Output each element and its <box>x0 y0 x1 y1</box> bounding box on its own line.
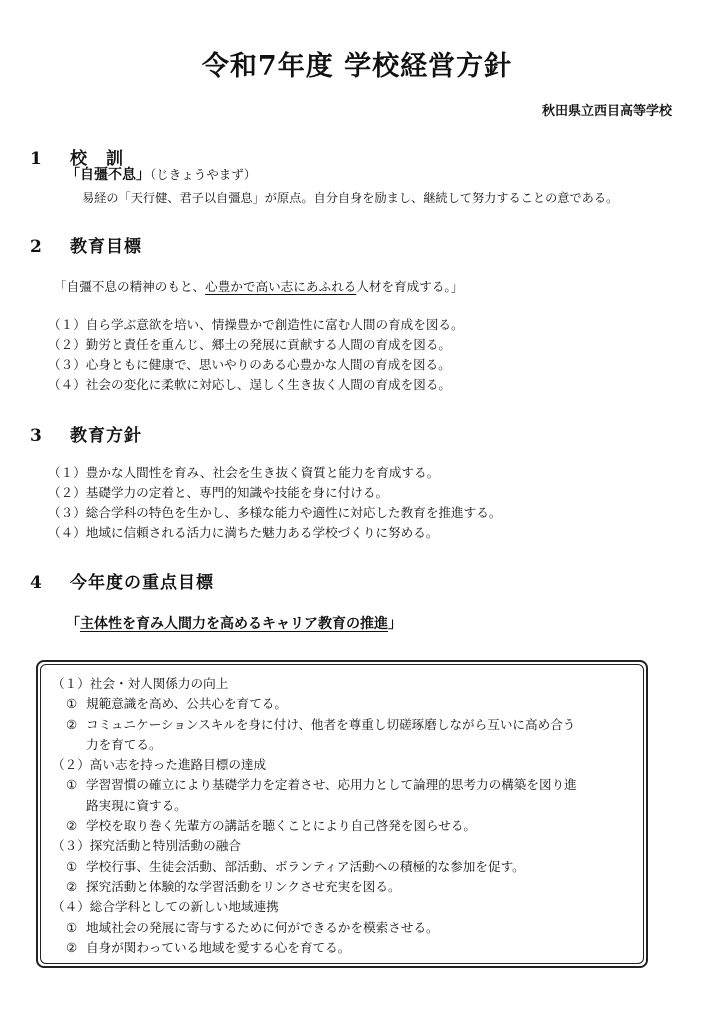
school-name: 秋田県立西目高等学校 <box>541 104 672 119</box>
item-text: 自身が関わっている地域を愛する心を育てる。 <box>86 939 351 955</box>
section-3-heading <box>30 421 142 446</box>
education-goal-quote <box>54 276 463 295</box>
group-label: （４）総合学科としての新しい地域連携 <box>52 899 279 915</box>
circled-number: ① <box>66 777 78 793</box>
circled-number: ② <box>66 716 78 732</box>
list-item <box>52 877 642 897</box>
section-1-title: 校 訓 <box>70 149 124 169</box>
group-label: （２）高い志を持った進路目標の達成 <box>52 757 267 773</box>
circled-number: ② <box>66 939 78 955</box>
motto-reading: （じきょうやまず） <box>150 167 257 182</box>
goal-quote-underlined: 心豊かで高い志にあふれる <box>205 279 357 294</box>
list-item <box>52 857 642 877</box>
goal-quote-before: 「自彊不息の精神のもと、 <box>54 279 206 294</box>
list-item <box>52 816 642 836</box>
circled-number: ① <box>66 919 78 935</box>
item-text: 学校行事、生徒会活動、部活動、ボランティア活動への積極的な参加を促す。 <box>86 858 525 874</box>
priority-goal-title <box>66 613 402 633</box>
education-goal-list <box>48 315 464 395</box>
item-text: 規範意識を高め、公共心を育てる。 <box>86 696 287 712</box>
list-item: （１）自ら学ぶ意欲を培い、情操豊かで創造性に富む人間の育成を図る。 <box>48 317 464 332</box>
section-2-number: 2 <box>30 237 43 257</box>
item-text: コミュニケーションスキルを身に付け、他者を尊重し切磋琢磨しながら互いに高め合う <box>86 716 576 732</box>
priority-goals-content <box>52 674 642 958</box>
school-motto <box>66 164 256 184</box>
education-policy-list <box>48 463 501 543</box>
section-3-title: 教育方針 <box>70 426 142 446</box>
goal-quote-after: 人材を育成する。」 <box>356 279 464 294</box>
circled-number: ② <box>66 878 78 894</box>
circled-number: ① <box>66 696 78 712</box>
section-4-title: 今年度の重点目標 <box>70 573 214 593</box>
list-item <box>52 918 642 938</box>
list-item <box>52 775 642 795</box>
motto-description: 易経の「天行健、君子以自彊息」が原点。自分自身を励まし、継続して努力することの意である。 <box>82 191 619 205</box>
section-3-number: 3 <box>30 426 43 446</box>
priority-goals-box <box>36 660 648 968</box>
item-continuation: 路実現に資する。 <box>86 797 187 813</box>
section-4-number: 4 <box>30 573 43 593</box>
circled-number: ② <box>66 818 78 834</box>
focus-open-bracket: 「 <box>66 616 80 632</box>
list-item: （２）基礎学力の定着と、専門的知識や技能を身に付ける。 <box>48 485 389 500</box>
item-continuation: 力を育てる。 <box>86 736 162 752</box>
list-item: （４）地域に信頼される活力に満ちた魅力ある学校づくりに努める。 <box>48 525 439 540</box>
list-item: （１）豊かな人間性を育み、社会を生き抜く資質と能力を育成する。 <box>48 465 440 480</box>
list-item: （３）総合学科の特色を生かし、多様な能力や適性に対応した教育を推進する。 <box>48 505 502 520</box>
list-item <box>52 715 642 735</box>
focus-close-bracket: 」 <box>388 616 402 632</box>
list-item: （２）勤労と責任を重んじ、郷土の発展に貢献する人間の育成を図る。 <box>48 337 451 352</box>
focus-text: 主体性を育み人間力を高めるキャリア教育の推進 <box>80 616 388 632</box>
list-item <box>52 938 642 958</box>
list-item: （３）心身ともに健康で、思いやりのある心豊かな人間の育成を図る。 <box>48 357 451 372</box>
group-label: （３）探究活動と特別活動の融合 <box>52 838 241 854</box>
list-item <box>52 694 642 714</box>
circled-number: ① <box>66 858 78 874</box>
item-text: 学習習慣の確立により基礎学力を定着させ、応用力として論理的思考力の構築を図り進 <box>86 777 577 793</box>
item-text: 学校を取り巻く先輩方の講話を聴くことにより自己啓発を図らせる。 <box>86 818 477 834</box>
item-text: 探究活動と体験的な学習活動をリンクさせ充実を図る。 <box>86 878 401 894</box>
motto-text: 「自彊不息」 <box>66 167 150 183</box>
section-2-heading <box>30 232 142 257</box>
page-title: 令和7年度 学校経営方針 <box>201 51 513 82</box>
section-4-heading <box>30 568 214 593</box>
group-label: （１）社会・対人関係力の向上 <box>52 676 229 691</box>
list-item: （４）社会の変化に柔軟に対応し、逞しく生き抜く人間の育成を図る。 <box>48 377 451 392</box>
section-1-number: 1 <box>30 149 43 169</box>
item-text: 地域社会の発展に寄与するために何ができるかを模索させる。 <box>86 919 439 935</box>
section-2-title: 教育目標 <box>70 237 142 257</box>
